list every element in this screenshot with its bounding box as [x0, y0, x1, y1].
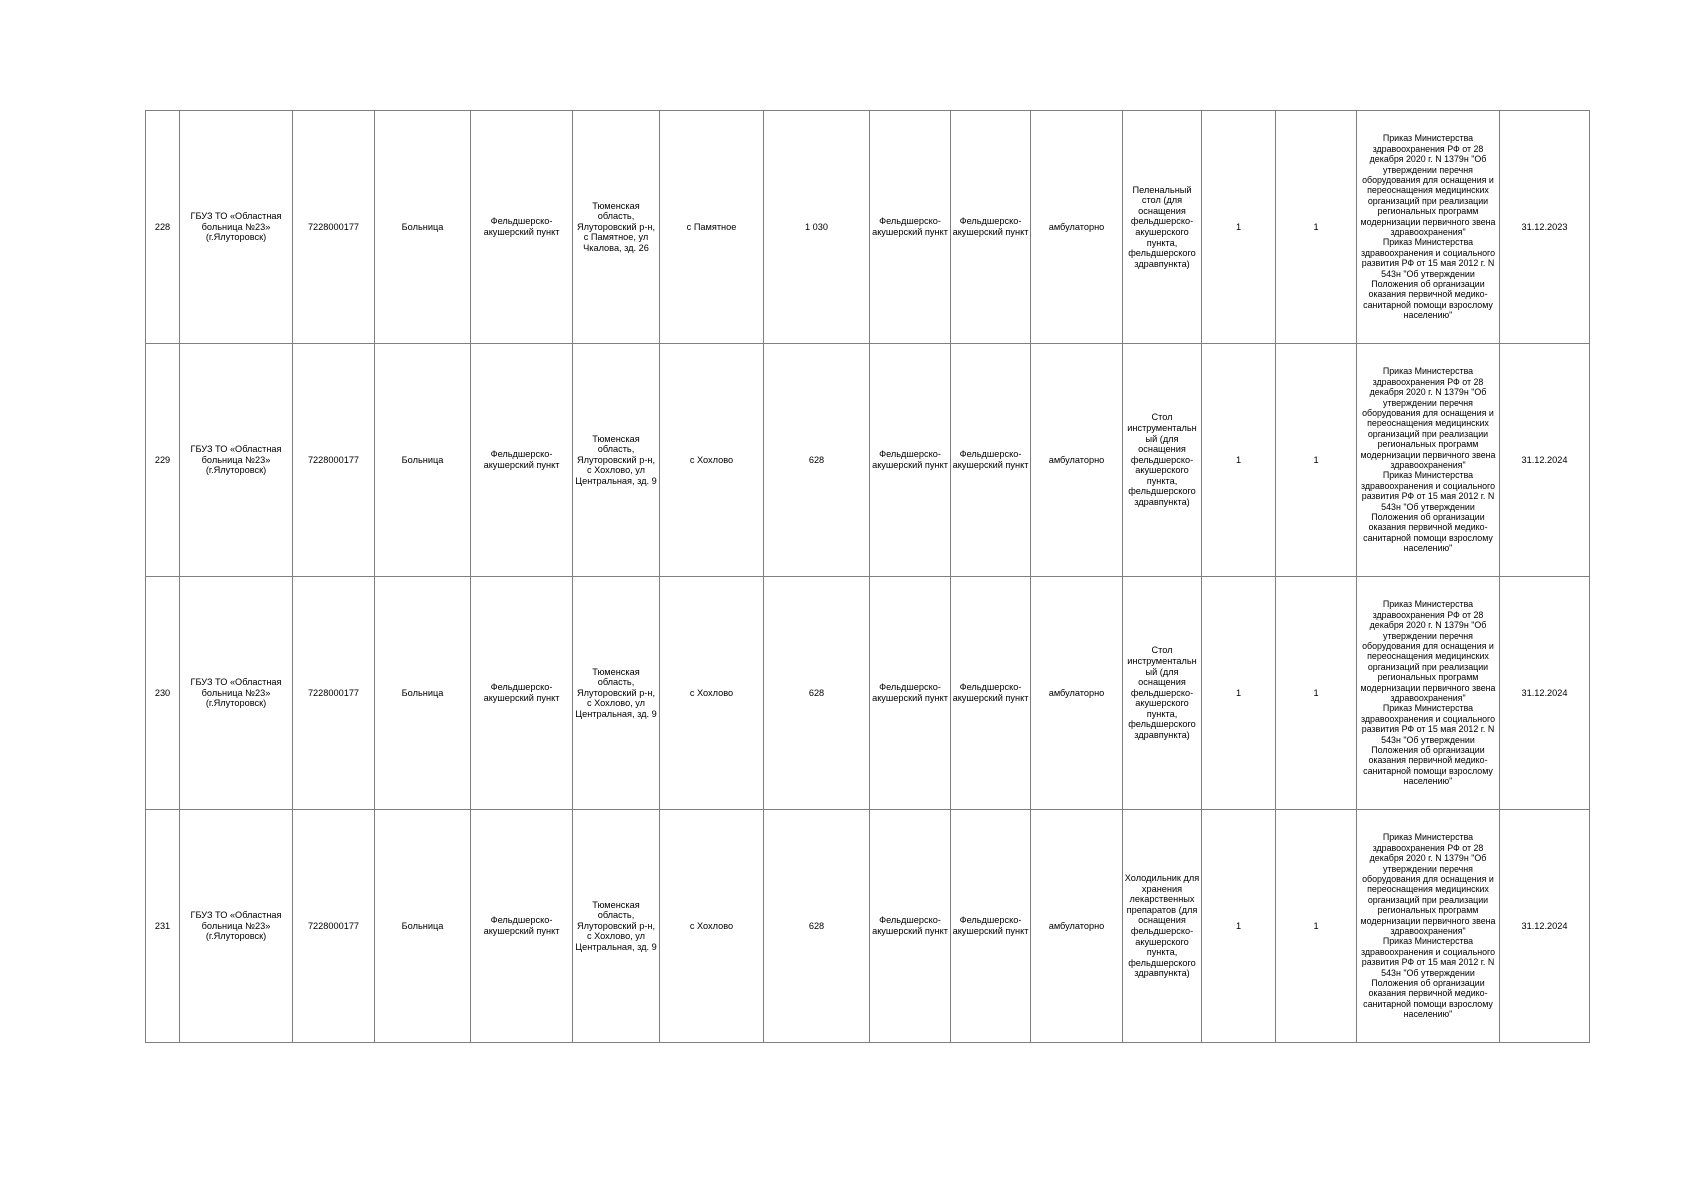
settlement: с Хохлово	[660, 344, 764, 577]
address: Тюменская область, Ялуторовский р-н, с Хохлово, ул Центральная, зд. 9	[573, 344, 660, 577]
care-mode: амбулаторно	[1031, 111, 1123, 344]
regulatory-documents: Приказ Министерства здравоохранения РФ от 28 декабря 2020 г. N 1379н "Об утверждении перечня оборудования для оснащения и переоснащения медицинских организаций при реализации региональных программ модернизации первичного звена здравоохранения" Приказ Министерства здравоохранения и социального развития РФ от 15 мая 2012 г. N 543н "Об утверждении Положения об организации оказания первичной медико-санитарной помощи взрослому населению"	[1357, 577, 1500, 810]
subdivision-type: Фельдшерско-акушерский пункт	[870, 577, 951, 810]
row-number: 229	[146, 344, 180, 577]
equipment-name: Стол инструментальный (для оснащения фельдшерско-акушерского пункта, фельдшерского здравпункта)	[1123, 577, 1202, 810]
equipment-name: Пеленальный стол (для оснащения фельдшерско-акушерского пункта, фельдшерского здравпункта)	[1123, 111, 1202, 344]
subdivision: Фельдшерско-акушерский пункт	[471, 111, 573, 344]
care-mode: амбулаторно	[1031, 344, 1123, 577]
inn: 7228000177	[293, 810, 375, 1043]
population: 628	[764, 344, 870, 577]
subdivision: Фельдшерско-акушерский пункт	[471, 344, 573, 577]
row-number: 231	[146, 810, 180, 1043]
population: 628	[764, 810, 870, 1043]
subdivision-type: Фельдшерско-акушерский пункт	[870, 111, 951, 344]
table-row	[146, 577, 1590, 810]
organization-name: ГБУЗ ТО «Областная больница №23» (г.Ялуторовск)	[180, 344, 293, 577]
deadline-date: 31.12.2024	[1500, 810, 1590, 1043]
settlement: с Памятное	[660, 111, 764, 344]
organization-type: Больница	[375, 810, 471, 1043]
table-row	[146, 810, 1590, 1043]
quantity-planned: 1	[1276, 577, 1357, 810]
settlement: с Хохлово	[660, 577, 764, 810]
organization-name: ГБУЗ ТО «Областная больница №23» (г.Ялуторовск)	[180, 810, 293, 1043]
quantity-required: 1	[1202, 577, 1276, 810]
regulatory-documents: Приказ Министерства здравоохранения РФ от 28 декабря 2020 г. N 1379н "Об утверждении перечня оборудования для оснащения и переоснащения медицинских организаций при реализации региональных программ модернизации первичного звена здравоохранения" Приказ Министерства здравоохранения и социального развития РФ от 15 мая 2012 г. N 543н "Об утверждении Положения об организации оказания первичной медико-санитарной помощи взрослому населению"	[1357, 111, 1500, 344]
subdivision: Фельдшерско-акушерский пункт	[471, 577, 573, 810]
subdivision-profile: Фельдшерско-акушерский пункт	[951, 810, 1031, 1043]
quantity-required: 1	[1202, 111, 1276, 344]
row-number: 228	[146, 111, 180, 344]
subdivision-profile: Фельдшерско-акушерский пункт	[951, 577, 1031, 810]
equipment-name: Холодильник для хранения лекарственных препаратов (для оснащения фельдшерско-акушерского пункта, фельдшерского здравпункта)	[1123, 810, 1202, 1043]
organization-name: ГБУЗ ТО «Областная больница №23» (г.Ялуторовск)	[180, 111, 293, 344]
deadline-date: 31.12.2024	[1500, 344, 1590, 577]
subdivision: Фельдшерско-акушерский пункт	[471, 810, 573, 1043]
population: 628	[764, 577, 870, 810]
subdivision-profile: Фельдшерско-акушерский пункт	[951, 111, 1031, 344]
document-page	[145, 110, 1589, 1043]
quantity-planned: 1	[1276, 111, 1357, 344]
address: Тюменская область, Ялуторовский р-н, с Памятное, ул Чкалова, зд. 26	[573, 111, 660, 344]
organization-type: Больница	[375, 111, 471, 344]
equipment-registry-table	[145, 110, 1590, 1043]
subdivision-profile: Фельдшерско-акушерский пункт	[951, 344, 1031, 577]
quantity-planned: 1	[1276, 344, 1357, 577]
equipment-name: Стол инструментальный (для оснащения фельдшерско-акушерского пункта, фельдшерского здравпункта)	[1123, 344, 1202, 577]
organization-type: Больница	[375, 344, 471, 577]
inn: 7228000177	[293, 344, 375, 577]
subdivision-type: Фельдшерско-акушерский пункт	[870, 344, 951, 577]
quantity-planned: 1	[1276, 810, 1357, 1043]
table-row	[146, 344, 1590, 577]
care-mode: амбулаторно	[1031, 810, 1123, 1043]
organization-name: ГБУЗ ТО «Областная больница №23» (г.Ялуторовск)	[180, 577, 293, 810]
address: Тюменская область, Ялуторовский р-н, с Хохлово, ул Центральная, зд. 9	[573, 810, 660, 1043]
settlement: с Хохлово	[660, 810, 764, 1043]
organization-type: Больница	[375, 577, 471, 810]
row-number: 230	[146, 577, 180, 810]
subdivision-type: Фельдшерско-акушерский пункт	[870, 810, 951, 1043]
regulatory-documents: Приказ Министерства здравоохранения РФ от 28 декабря 2020 г. N 1379н "Об утверждении перечня оборудования для оснащения и переоснащения медицинских организаций при реализации региональных программ модернизации первичного звена здравоохранения" Приказ Министерства здравоохранения и социального развития РФ от 15 мая 2012 г. N 543н "Об утверждении Положения об организации оказания первичной медико-санитарной помощи взрослому населению"	[1357, 810, 1500, 1043]
quantity-required: 1	[1202, 810, 1276, 1043]
deadline-date: 31.12.2023	[1500, 111, 1590, 344]
deadline-date: 31.12.2024	[1500, 577, 1590, 810]
inn: 7228000177	[293, 577, 375, 810]
regulatory-documents: Приказ Министерства здравоохранения РФ от 28 декабря 2020 г. N 1379н "Об утверждении перечня оборудования для оснащения и переоснащения медицинских организаций при реализации региональных программ модернизации первичного звена здравоохранения" Приказ Министерства здравоохранения и социального развития РФ от 15 мая 2012 г. N 543н "Об утверждении Положения об организации оказания первичной медико-санитарной помощи взрослому населению"	[1357, 344, 1500, 577]
inn: 7228000177	[293, 111, 375, 344]
population: 1 030	[764, 111, 870, 344]
address: Тюменская область, Ялуторовский р-н, с Хохлово, ул Центральная, зд. 9	[573, 577, 660, 810]
quantity-required: 1	[1202, 344, 1276, 577]
table-row	[146, 111, 1590, 344]
care-mode: амбулаторно	[1031, 577, 1123, 810]
